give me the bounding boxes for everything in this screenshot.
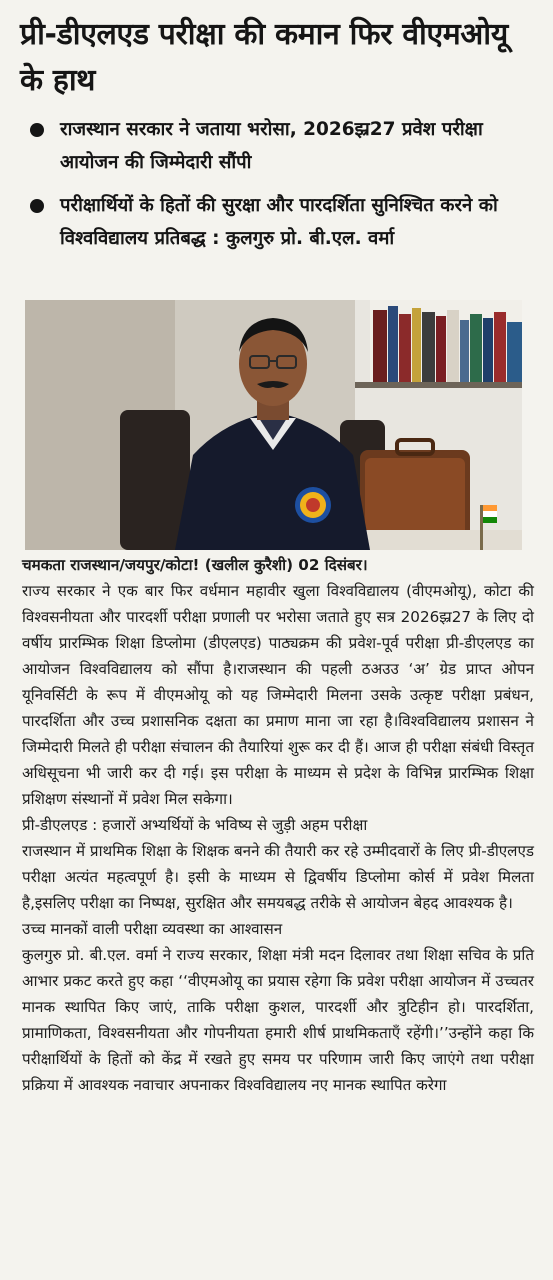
summary-bullet-1 [20, 113, 540, 179]
portrait-photo-icon [25, 300, 522, 550]
summary-bullet-text: राजस्थान सरकार ने जताया भरोसा, 2026झ्र27 प्रवेश परीक्षा आयोजन की जिम्मेदारी सौंपी [60, 119, 483, 173]
article-subhead-1: प्री-डीएलएड : हजारों अभ्यर्थियों के भविष्य से जुड़ी अहम परीक्षा [22, 816, 368, 834]
summary-bullet-2 [20, 189, 540, 255]
headline: प्री-डीएलएड परीक्षा की कमान फिर वीएमओयू के हाथ [20, 17, 508, 98]
portrait-photo [25, 300, 522, 550]
article-body [22, 552, 534, 1098]
bullet-dot-icon [30, 123, 44, 137]
dateline: चमकता राजस्थान/जयपुर/कोटा! (खलील कुरैशी) 02 दिसंबर। [22, 556, 368, 574]
article-paragraph-1: राज्य सरकार ने एक बार फिर वर्धमान महावीर खुला विश्वविद्यालय (वीएमओयू), कोटा की विश्वसनीयता और पारदर्शी परीक्षा प्रणाली पर भरोसा जताते हुए सत्र 2026झ्र27 के लिए दो वर्षीय प्रारम्भिक शिक्षा डिप्लोमा (डीएलएड) पाठ्यक्रम की प्रवेश-पूर्व परीक्षा प्री-डीएलएड का आयोजन विश्वविद्यालय को सौंपा है।राजस्थान की पहली ठअउउ ‘अ’ ग्रेड प्राप्त ओपन यूनिवर्सिटी के रूप में वीएमओयू को यह जिम्मेदारी मिलना उसके उत्कृष्ट परीक्षा प्रबंधन, पारदर्शिता और उच्च प्रशासनिक दक्षता का प्रमाण माना जा रहा है।विश्वविद्यालय प्रशासन ने जिम्मेदारी मिलते ही परीक्षा संचालन की तैयारियां शुरू कर दी हैं। आज ही परीक्षा संबंधी विस्तृत अधिसूचना भी जारी कर दी गई। इस परीक्षा के माध्यम से प्रदेश के विभिन्न प्रारम्भिक शिक्षा प्रशिक्षण संस्थानों में प्रवेश मिल सकेगा। [22, 582, 534, 808]
bullet-dot-icon [30, 199, 44, 213]
summary-bullets [20, 113, 540, 265]
article-subhead-2: उच्च मानकों वाली परीक्षा व्यवस्था का आश्वासन [22, 920, 283, 938]
article-paragraph-2: राजस्थान में प्राथमिक शिक्षा के शिक्षक बनने की तैयारी कर रहे उम्मीदवारों के लिए प्री-डीएलएड परीक्षा अत्यंत महत्वपूर्ण है। इसी के माध्यम से द्विवर्षीय डिप्लोमा कोर्स में प्रवेश मिलता है,इसलिए परीक्षा का निष्पक्ष, सुरक्षित और समयबद्ध तरीके से आयोजन बेहद आवश्यक है। [22, 842, 534, 912]
summary-bullet-text: परीक्षार्थियों के हितों की सुरक्षा और पारदर्शिता सुनिश्चित करने को विश्वविद्यालय प्रतिबद्ध : कुलगुरु प्रो. बी.एल. वर्मा [60, 195, 498, 249]
article-paragraph-3: कुलगुरु प्रो. बी.एल. वर्मा ने राज्य सरकार, शिक्षा मंत्री मदन दिलावर तथा शिक्षा सचिव के प्रति आभार प्रकट करते हुए कहा ‘‘वीएमओयू का प्रयास रहेगा कि प्रवेश परीक्षा आयोजन में उच्चतर मानक स्थापित किए जाएं, ताकि परीक्षा कुशल, पारदर्शी और त्रुटिहीन हो। पारदर्शिता, प्रामाणिकता, विश्वसनीयता और गोपनीयता हमारी शीर्ष प्राथमिकताएँ रहेंगी।’’उन्होंने कहा कि परीक्षार्थियों के हितों को केंद्र में रखते हुए समय पर परिणाम जारी किए जाएंगे तथा परीक्षा प्रक्रिया में आवश्यक नवाचार अपनाकर विश्वविद्यालय नए मानक स्थापित करेगा [22, 946, 534, 1094]
